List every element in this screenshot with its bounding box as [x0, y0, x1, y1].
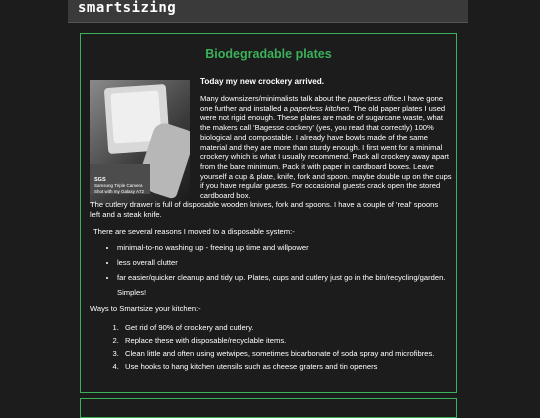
list-item: • far easier/quicker cleanup and tidy up. Plates, cups and cutlery just go in the bin/recycling/garden. Simples! — [117, 270, 452, 300]
post-paragraph-reasons-intro: There are several reasons I moved to a disposable system:- — [93, 227, 295, 236]
post-paragraph-ways-intro: Ways to Smartsize your kitchen:- — [90, 304, 201, 313]
post-subtitle: Today my new crockery arrived. — [200, 77, 325, 86]
next-post-card — [80, 398, 457, 418]
list-item: 1. Get rid of 90% of crockery and cutlery. — [121, 321, 466, 334]
post-card — [80, 33, 457, 393]
list-item: 2. Replace these with disposable/recyclable items. — [121, 334, 466, 347]
post-title[interactable]: Biodegradable plates — [205, 47, 332, 61]
list-item: • minimal-to-no washing up - freeing up time and willpower — [117, 240, 452, 255]
post-paragraph-cutlery: The cutlery drawer is full of disposable wooden knives, fork and spoons. I have a couple of 'real' spoons left and a steak knife. — [90, 200, 439, 219]
photo-watermark: SGS Samsung Triple Camera Shot with my Galaxy A72 — [94, 177, 145, 194]
list-item: 3. Clean little and often using wetwipes, sometimes bicarbonate of soda spray and microfibres. — [121, 347, 466, 360]
site-title[interactable]: smartsizing — [78, 0, 177, 16]
reasons-list — [91, 240, 452, 300]
post-paragraph-intro: Many downsizers/minimalists talk about the paperless office.I have gone one further and installed a paperless kitchen. The old paper plates I used were not rigid enough. These plates are made of sugarcane waste, what the makers call 'Bagesse cockery' (yes, you read that correctly) 100% biological and compostable. I already have bowls made of the same material and they are more than sturdy enough. I first went for a minimal crockery which is what I usually recommend. Pack all crockery away apart from the bare minimum. Pack it with paper in cardboard boxes. Leave yourself a cup & plate, knife, fork and spoon. maybe double up on the cups if you have regular guests. For occasional guests crack open the stored cardboard box. — [200, 94, 452, 201]
list-item: 4. Use hooks to hang kitchen utensils such as cheese graters and tin openers — [121, 360, 466, 373]
post-photo — [90, 80, 190, 204]
site-header — [68, 0, 468, 23]
list-item: • less overall clutter — [117, 255, 452, 270]
ways-list — [91, 321, 466, 373]
